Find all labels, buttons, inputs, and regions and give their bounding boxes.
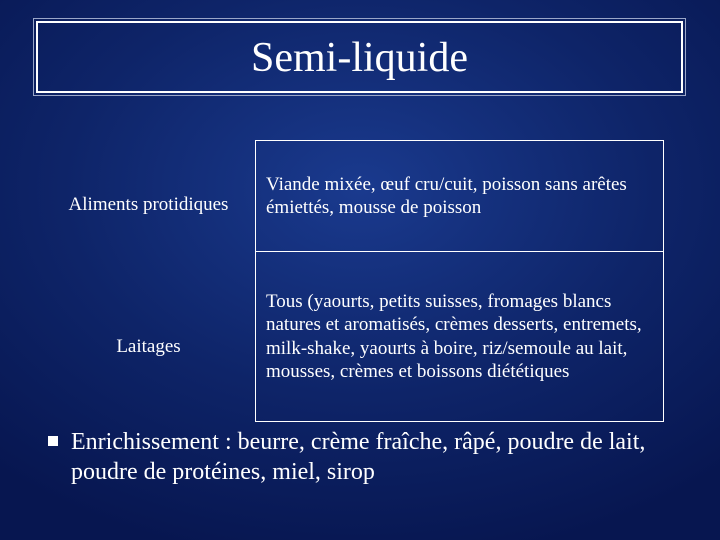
food-table bbox=[42, 140, 664, 422]
category-cell: Aliments protidiques bbox=[68, 194, 229, 215]
bullet-text: Enrichissement : beurre, crème fraîche, râpé, poudre de lait, poudre de protéines, miel, sirop bbox=[71, 429, 646, 485]
description-cell: Tous (yaourts, petits suisses, fromages blancs natures et aromatisés, crèmes desserts, entremets, milk-shake, yaourts à boire, riz/semoule au lait, mousses, crèmes et boissons diététiques bbox=[256, 252, 664, 422]
category-cell: Laitages bbox=[116, 335, 181, 357]
table-row bbox=[42, 252, 664, 422]
slide-title: Semi-liquide bbox=[251, 35, 468, 81]
title-box bbox=[36, 21, 683, 93]
bullet-item bbox=[48, 427, 688, 487]
table-row bbox=[42, 141, 664, 252]
description-cell: Viande mixée, œuf cru/cuit, poisson sans arêtes émiettés, mousse de poisson bbox=[256, 141, 664, 252]
square-bullet-icon bbox=[48, 436, 58, 446]
